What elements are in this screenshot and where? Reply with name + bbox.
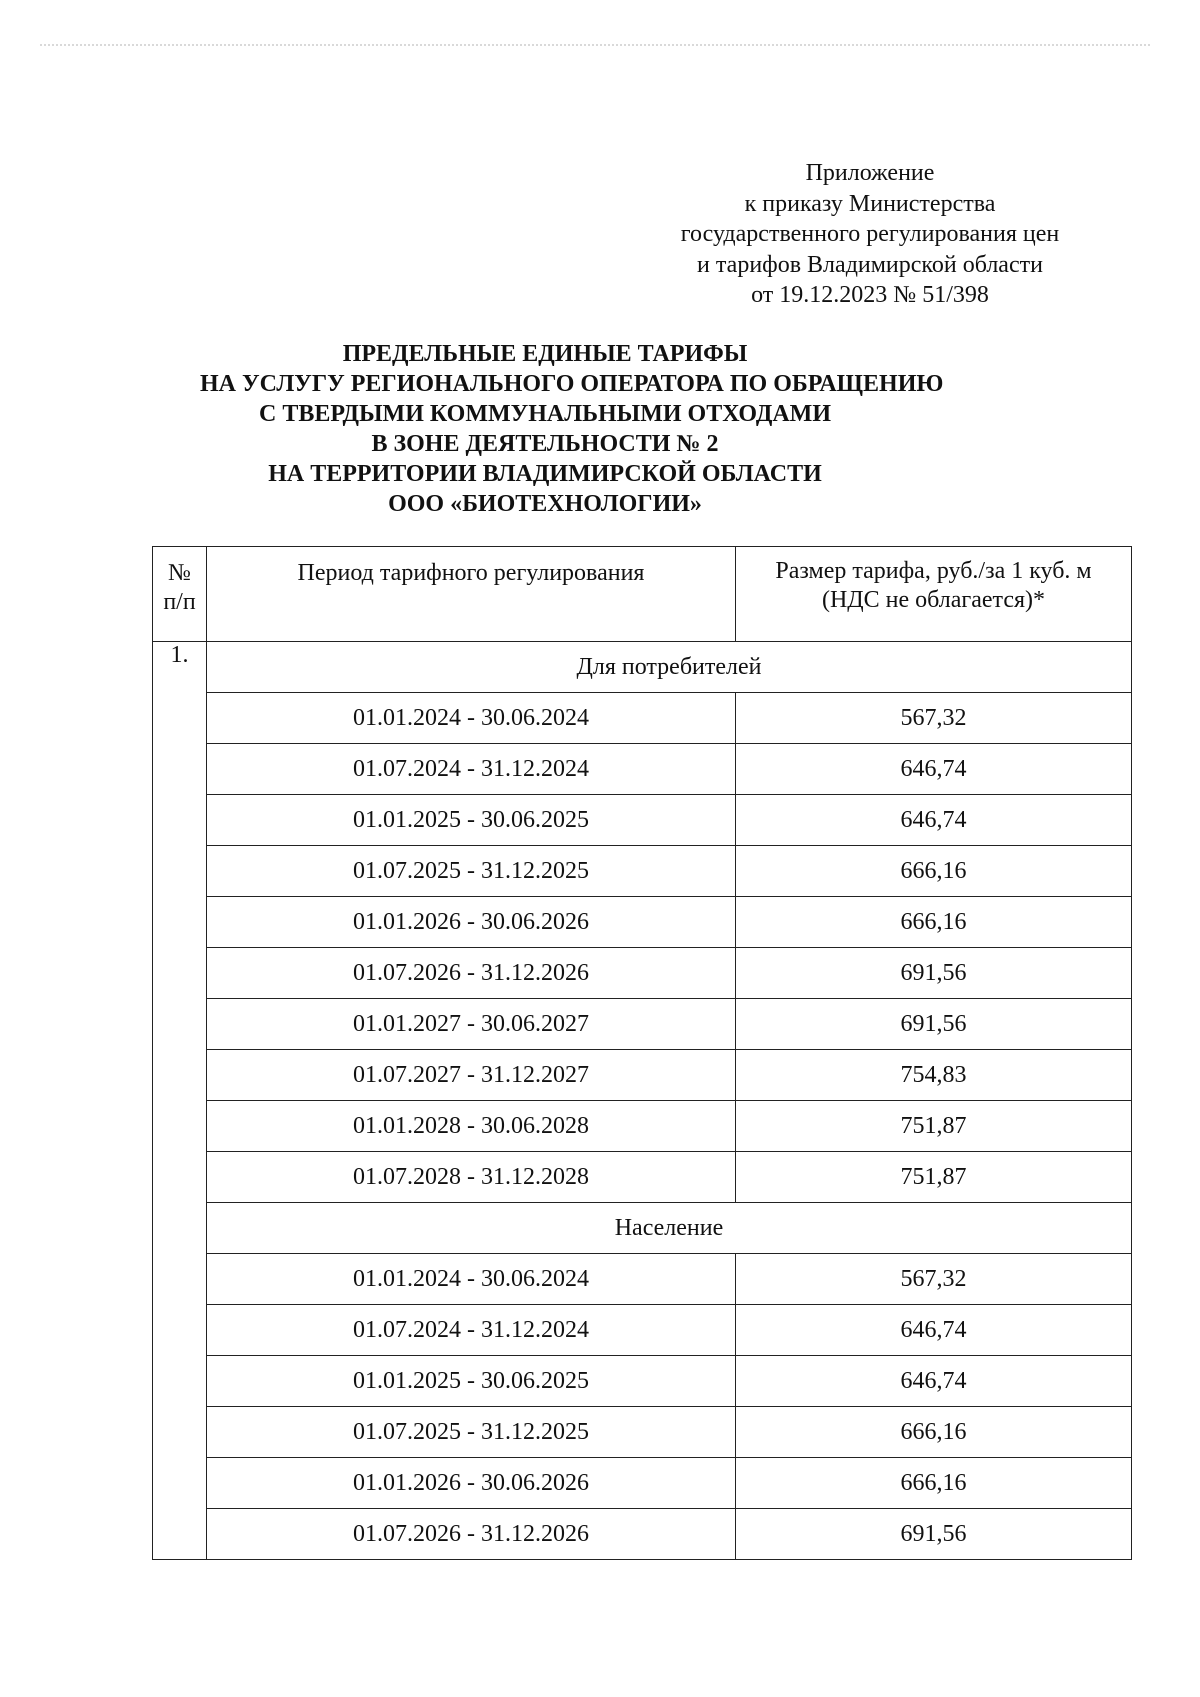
scan-artifact-line	[40, 44, 1150, 54]
section-title: Для потребителей	[207, 642, 1132, 693]
period-cell: 01.01.2026 - 30.06.2026	[207, 1458, 736, 1509]
period-cell: 01.07.2025 - 31.12.2025	[207, 1407, 736, 1458]
period-cell: 01.01.2025 - 30.06.2025	[207, 795, 736, 846]
table-row	[153, 1407, 1132, 1458]
table-row	[153, 1458, 1132, 1509]
title-line: ПРЕДЕЛЬНЫЕ ЕДИНЫЕ ТАРИФЫ	[342, 341, 748, 367]
period-cell: 01.07.2024 - 31.12.2024	[207, 744, 736, 795]
table-row	[153, 1305, 1132, 1356]
appendix-line: к приказу Министерства	[744, 190, 996, 217]
period-cell: 01.07.2024 - 31.12.2024	[207, 1305, 736, 1356]
tariff-value-cell: 646,74	[736, 1356, 1132, 1407]
tariff-value-cell: 646,74	[736, 744, 1132, 795]
tariff-value-cell: 751,87	[736, 1152, 1132, 1203]
period-cell: 01.07.2026 - 31.12.2026	[207, 1509, 736, 1560]
period-cell: 01.07.2026 - 31.12.2026	[207, 948, 736, 999]
table-row	[153, 1101, 1132, 1152]
tariff-value-cell: 666,16	[736, 1458, 1132, 1509]
row-number-cell: 1.	[153, 642, 207, 1560]
table-row	[153, 897, 1132, 948]
table-row	[153, 1509, 1132, 1560]
document-title	[200, 339, 944, 519]
tariff-value-cell: 666,16	[736, 897, 1132, 948]
title-line: НА ТЕРРИТОРИИ ВЛАДИМИРСКОЙ ОБЛАСТИ	[268, 461, 822, 487]
header-number-line1: №	[168, 560, 191, 586]
title-line: НА УСЛУГУ РЕГИОНАЛЬНОГО ОПЕРАТОРА ПО ОБРАЩЕНИЮ	[200, 371, 944, 397]
period-cell: 01.01.2027 - 30.06.2027	[207, 999, 736, 1050]
table-row	[153, 795, 1132, 846]
tariff-value-cell: 567,32	[736, 693, 1132, 744]
period-cell: 01.01.2024 - 30.06.2024	[207, 1254, 736, 1305]
tariff-value-cell: 691,56	[736, 1509, 1132, 1560]
title-line: ООО «БИОТЕХНОЛОГИИ»	[388, 491, 702, 517]
tariff-value-cell: 646,74	[736, 1305, 1132, 1356]
tariff-value-cell: 691,56	[736, 948, 1132, 999]
appendix-line: и тарифов Владимирской области	[697, 251, 1043, 278]
header-size	[736, 547, 1132, 642]
table-row	[153, 846, 1132, 897]
tariff-value-cell: 751,87	[736, 1101, 1132, 1152]
period-cell: 01.07.2028 - 31.12.2028	[207, 1152, 736, 1203]
header-size-line2: (НДС не облагается)*	[821, 587, 1046, 613]
tariff-value-cell: 666,16	[736, 846, 1132, 897]
table-row	[153, 1356, 1132, 1407]
appendix-block	[640, 158, 1100, 311]
tariff-table	[152, 546, 1132, 1560]
period-cell: 01.07.2025 - 31.12.2025	[207, 846, 736, 897]
table-row	[153, 693, 1132, 744]
appendix-line: Приложение	[805, 160, 935, 186]
table-header-row	[153, 547, 1132, 642]
tariff-value-cell: 691,56	[736, 999, 1132, 1050]
header-period-label: Период тарифного регулирования	[297, 560, 645, 586]
period-cell: 01.01.2024 - 30.06.2024	[207, 693, 736, 744]
period-cell: 01.07.2027 - 31.12.2027	[207, 1050, 736, 1101]
tariff-value-cell: 646,74	[736, 795, 1132, 846]
header-size-line1: Размер тарифа, руб./за 1 куб. м	[775, 558, 1092, 584]
table-row	[153, 948, 1132, 999]
table-row	[153, 1050, 1132, 1101]
table-row	[153, 1254, 1132, 1305]
tariff-table-body	[153, 547, 1132, 1560]
table-row	[153, 999, 1132, 1050]
period-cell: 01.01.2026 - 30.06.2026	[207, 897, 736, 948]
appendix-line: от 19.12.2023 № 51/398	[751, 282, 989, 308]
title-line: В ЗОНЕ ДЕЯТЕЛЬНОСТИ № 2	[371, 431, 719, 457]
header-number-line2: п/п	[163, 589, 196, 615]
tariff-value-cell: 567,32	[736, 1254, 1132, 1305]
tariff-value-cell: 666,16	[736, 1407, 1132, 1458]
section-row	[153, 642, 1132, 693]
period-cell: 01.01.2025 - 30.06.2025	[207, 1356, 736, 1407]
tariff-value-cell: 754,83	[736, 1050, 1132, 1101]
appendix-line: государственного регулирования цен	[680, 221, 1060, 247]
title-line: С ТВЕРДЫМИ КОММУНАЛЬНЫМИ ОТХОДАМИ	[259, 401, 831, 427]
header-number	[153, 547, 207, 642]
header-period	[207, 547, 736, 642]
section-title: Население	[207, 1203, 1132, 1254]
section-row	[153, 1203, 1132, 1254]
table-row	[153, 1152, 1132, 1203]
period-cell: 01.01.2028 - 30.06.2028	[207, 1101, 736, 1152]
table-row	[153, 744, 1132, 795]
